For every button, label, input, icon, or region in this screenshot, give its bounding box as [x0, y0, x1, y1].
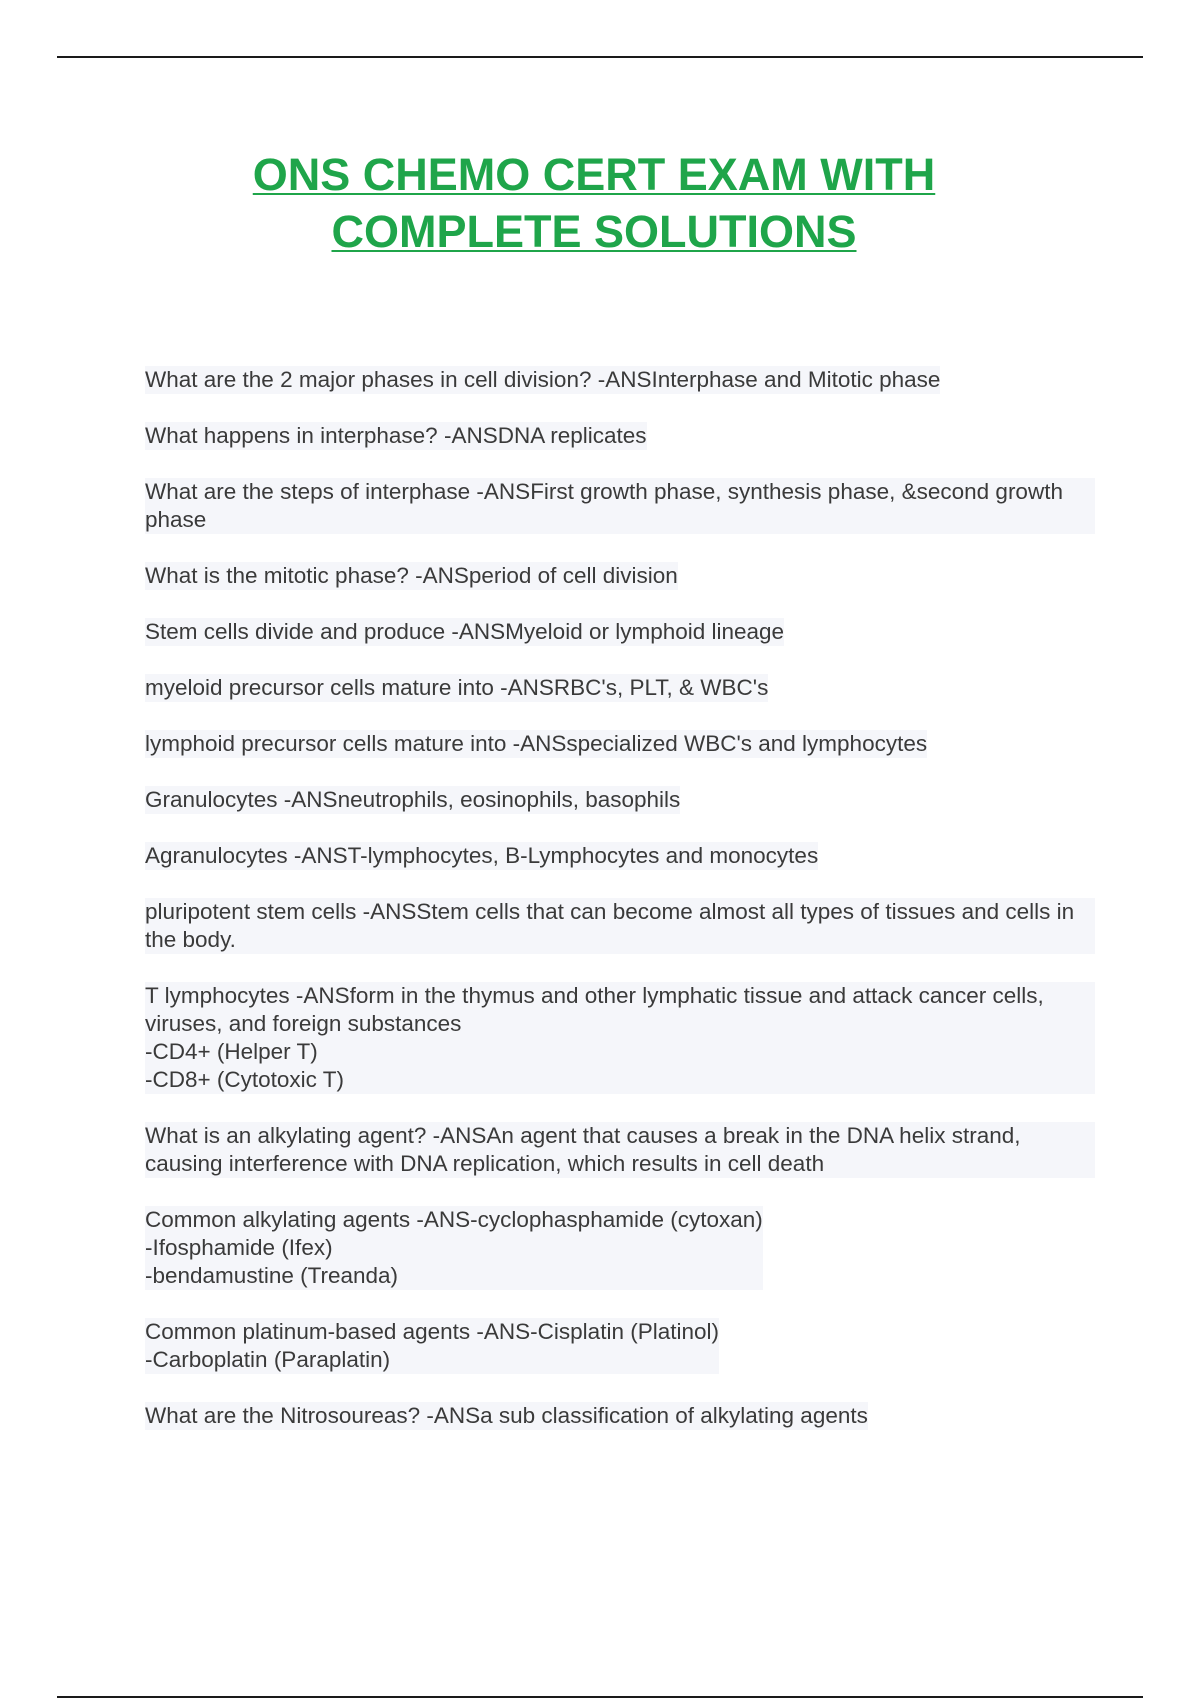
qa-item: What is an alkylating agent? -ANSAn agent that causes a break in the DNA helix strand, causing interference with DNA replication, which results in cell death [145, 1122, 1095, 1178]
top-rule [57, 56, 1143, 58]
qa-list [145, 366, 1095, 1458]
qa-item: Common alkylating agents -ANS-cyclophasphamide (cytoxan) -Ifosphamide (Ifex) -bendamustine (Treanda) [145, 1207, 763, 1288]
bottom-rule [57, 1696, 1143, 1698]
qa-item: What is the mitotic phase? -ANSperiod of cell division [145, 563, 678, 588]
qa-item: Granulocytes -ANSneutrophils, eosinophils, basophils [145, 787, 681, 812]
page-title [0, 146, 1188, 260]
title-line-1: ONS CHEMO CERT EXAM WITH [252, 149, 936, 200]
qa-item: lymphoid precursor cells mature into -ANSspecialized WBC's and lymphocytes [145, 731, 928, 756]
qa-item: What are the 2 major phases in cell division? -ANSInterphase and Mitotic phase [145, 367, 941, 392]
qa-item: Common platinum-based agents -ANS-Cisplatin (Platinol) -Carboplatin (Paraplatin) [145, 1319, 719, 1372]
qa-item: T lymphocytes -ANSform in the thymus and other lymphatic tissue and attack cancer cells, viruses, and foreign substances -CD4+ (Helper T) -CD8+ (Cytotoxic T) [145, 982, 1095, 1094]
qa-item: Agranulocytes -ANST-lymphocytes, B-Lymphocytes and monocytes [145, 843, 819, 868]
qa-item: Stem cells divide and produce -ANSMyeloid or lymphoid lineage [145, 619, 785, 644]
qa-item: myeloid precursor cells mature into -ANSRBC's, PLT, & WBC's [145, 675, 769, 700]
qa-item: pluripotent stem cells -ANSStem cells that can become almost all types of tissues and cells in the body. [145, 898, 1095, 954]
qa-item: What are the Nitrosoureas? -ANSa sub classification of alkylating agents [145, 1403, 868, 1428]
title-line-2: COMPLETE SOLUTIONS [331, 206, 857, 257]
qa-item: What happens in interphase? -ANSDNA replicates [145, 423, 647, 448]
qa-item: What are the steps of interphase -ANSFirst growth phase, synthesis phase, &second growth phase [145, 478, 1095, 534]
